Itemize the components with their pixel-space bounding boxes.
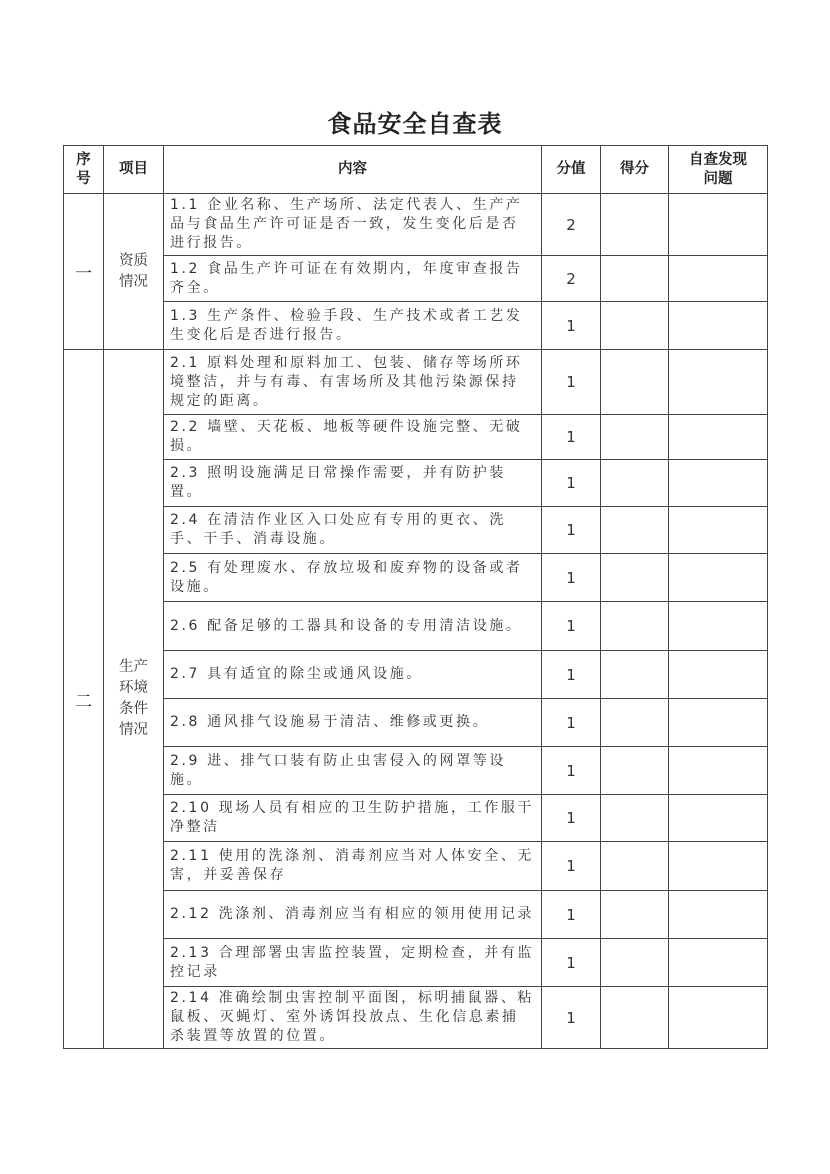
obtained-score-cell[interactable] xyxy=(601,602,669,651)
row-score: 1 xyxy=(542,350,601,415)
row-score: 1 xyxy=(542,891,601,939)
issues-found-cell[interactable] xyxy=(669,302,768,350)
section-seq: 二 xyxy=(64,350,104,1049)
table-row xyxy=(64,699,768,747)
obtained-score-cell[interactable] xyxy=(601,651,669,699)
section-seq: 一 xyxy=(64,194,104,350)
issues-found-cell[interactable] xyxy=(669,699,768,747)
header-score: 分值 xyxy=(542,146,601,194)
obtained-score-cell[interactable] xyxy=(601,507,669,554)
issues-found-cell[interactable] xyxy=(669,460,768,507)
section-item: 资质情况 xyxy=(104,194,164,350)
issues-found-cell[interactable] xyxy=(669,554,768,602)
obtained-score-cell[interactable] xyxy=(601,415,669,460)
row-content: 2.10 现场人员有相应的卫生防护措施，工作服干净整洁 xyxy=(164,795,542,842)
issues-found-cell[interactable] xyxy=(669,842,768,891)
header-issues: 自查发现问题 xyxy=(669,146,768,194)
row-content: 1.1 企业名称、生产场所、法定代表人、生产产品与食品生产许可证是否一致，发生变化后是否进行报告。 xyxy=(164,194,542,256)
table-row xyxy=(64,602,768,651)
row-content: 2.6 配备足够的工器具和设备的专用清洁设施。 xyxy=(164,602,542,651)
table-row xyxy=(64,460,768,507)
section-item: 生产环境条件情况 xyxy=(104,350,164,1049)
table-row xyxy=(64,554,768,602)
row-score: 2 xyxy=(542,256,601,302)
row-content: 2.7 具有适宜的除尘或通风设施。 xyxy=(164,651,542,699)
row-score: 1 xyxy=(542,987,601,1049)
row-score: 2 xyxy=(542,194,601,256)
row-content: 2.11 使用的洗涤剂、消毒剂应当对人体安全、无害，并妥善保存 xyxy=(164,842,542,891)
table-row xyxy=(64,256,768,302)
obtained-score-cell[interactable] xyxy=(601,699,669,747)
obtained-score-cell[interactable] xyxy=(601,891,669,939)
table-row xyxy=(64,651,768,699)
obtained-score-cell[interactable] xyxy=(601,987,669,1049)
issues-found-cell[interactable] xyxy=(669,651,768,699)
row-content: 2.13 合理部署虫害监控装置，定期检查，并有监控记录 xyxy=(164,939,542,987)
table-row xyxy=(64,415,768,460)
self-check-table xyxy=(63,145,768,1049)
obtained-score-cell[interactable] xyxy=(601,554,669,602)
obtained-score-cell[interactable] xyxy=(601,302,669,350)
issues-found-cell[interactable] xyxy=(669,891,768,939)
issues-found-cell[interactable] xyxy=(669,747,768,795)
obtained-score-cell[interactable] xyxy=(601,842,669,891)
issues-found-cell[interactable] xyxy=(669,987,768,1049)
row-score: 1 xyxy=(542,507,601,554)
header-obtained: 得分 xyxy=(601,146,669,194)
issues-found-cell[interactable] xyxy=(669,795,768,842)
row-content: 2.5 有处理废水、存放垃圾和废弃物的设备或者设施。 xyxy=(164,554,542,602)
issues-found-cell[interactable] xyxy=(669,939,768,987)
row-content: 1.3 生产条件、检验手段、生产技术或者工艺发生变化后是否进行报告。 xyxy=(164,302,542,350)
table-row xyxy=(64,507,768,554)
obtained-score-cell[interactable] xyxy=(601,747,669,795)
issues-found-cell[interactable] xyxy=(669,415,768,460)
row-score: 1 xyxy=(542,842,601,891)
issues-found-cell[interactable] xyxy=(669,194,768,256)
row-content: 2.12 洗涤剂、消毒剂应当有相应的领用使用记录 xyxy=(164,891,542,939)
row-content: 2.9 进、排气口装有防止虫害侵入的网罩等设施。 xyxy=(164,747,542,795)
row-score: 1 xyxy=(542,602,601,651)
table-row xyxy=(64,891,768,939)
row-score: 1 xyxy=(542,747,601,795)
row-content: 2.2 墙壁、天花板、地板等硬件设施完整、无破损。 xyxy=(164,415,542,460)
table-row xyxy=(64,842,768,891)
row-content: 2.8 通风排气设施易于清洁、维修或更换。 xyxy=(164,699,542,747)
row-content: 1.2 食品生产许可证在有效期内，年度审查报告齐全。 xyxy=(164,256,542,302)
row-score: 1 xyxy=(542,554,601,602)
obtained-score-cell[interactable] xyxy=(601,256,669,302)
table-row xyxy=(64,194,768,256)
row-content: 2.4 在清洁作业区入口处应有专用的更衣、洗手、干手、消毒设施。 xyxy=(164,507,542,554)
row-content: 2.3 照明设施满足日常操作需要，并有防护装置。 xyxy=(164,460,542,507)
obtained-score-cell[interactable] xyxy=(601,460,669,507)
row-score: 1 xyxy=(542,651,601,699)
row-content: 2.1 原料处理和原料加工、包装、储存等场所环境整洁，并与有毒、有害场所及其他污染源保持规定的距离。 xyxy=(164,350,542,415)
table-row xyxy=(64,747,768,795)
header-item: 项目 xyxy=(104,146,164,194)
row-score: 1 xyxy=(542,795,601,842)
header-seq: 序号 xyxy=(64,146,104,194)
row-content: 2.14 准确绘制虫害控制平面图，标明捕鼠器、粘鼠板、灭蝇灯、室外诱饵投放点、生化信息素捕杀装置等放置的位置。 xyxy=(164,987,542,1049)
table-row xyxy=(64,302,768,350)
table-row xyxy=(64,350,768,415)
row-score: 1 xyxy=(542,460,601,507)
header-row xyxy=(64,146,768,194)
issues-found-cell[interactable] xyxy=(669,256,768,302)
issues-found-cell[interactable] xyxy=(669,602,768,651)
row-score: 1 xyxy=(542,939,601,987)
table-row xyxy=(64,939,768,987)
issues-found-cell[interactable] xyxy=(669,507,768,554)
table-row xyxy=(64,795,768,842)
obtained-score-cell[interactable] xyxy=(601,350,669,415)
issues-found-cell[interactable] xyxy=(669,350,768,415)
row-score: 1 xyxy=(542,302,601,350)
row-score: 1 xyxy=(542,415,601,460)
obtained-score-cell[interactable] xyxy=(601,939,669,987)
obtained-score-cell[interactable] xyxy=(601,194,669,256)
page-title: 食品安全自查表 xyxy=(327,110,503,138)
obtained-score-cell[interactable] xyxy=(601,795,669,842)
table-row xyxy=(64,987,768,1049)
header-content: 内容 xyxy=(164,146,542,194)
row-score: 1 xyxy=(542,699,601,747)
